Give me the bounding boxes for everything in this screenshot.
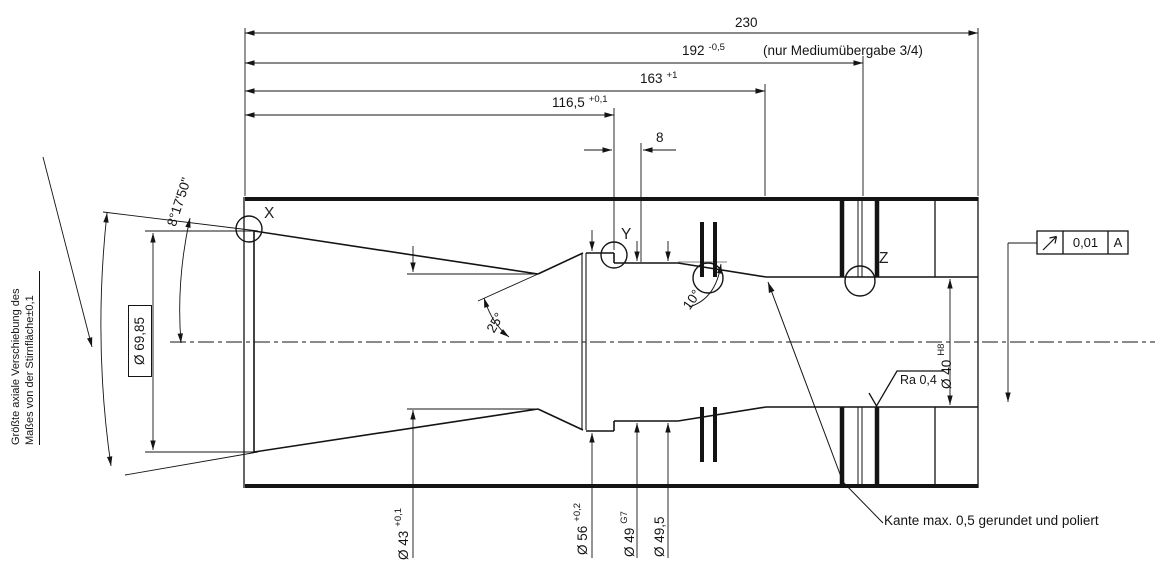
dim-116-5-label: 116,5 +0,1 [552,94,608,110]
dim-230-label: 230 [735,15,758,30]
detail-marker-x: X [264,205,275,222]
fcf-tolerance: 0,01 [1072,235,1099,250]
feature-control-frame [1008,231,1128,402]
seat-angle-label: 10° [680,287,705,313]
detail-marker-z: Z [879,250,889,267]
detail-circle-z [845,266,875,296]
length-dimensions [245,28,978,262]
cone-angle-label: 25° [483,310,507,336]
dim-192-label: 192 -0,5 [682,42,725,58]
diameter-dimensions [145,230,950,558]
surface-finish-label: Ra 0,4 [900,373,937,387]
dia-49-label: Ø 49 G7 [619,511,638,557]
axial-note [9,271,39,445]
axial-note-line1: Größte axiale Verschiebung des [10,288,22,445]
shaft-contour [254,231,978,452]
axial-note-line2: Maßes von der Stirnfläche±0,1 [23,271,39,445]
taper-angle-label: 8°17'50" [164,175,195,229]
edge-note-label: Kante max. 0,5 gerundet und poliert [884,513,1099,528]
dim-192-note: (nur Mediumübergabe 3/4) [763,43,923,58]
axial-note-leader [43,157,92,347]
radial-port-sections [702,201,877,485]
detail-marker-y: Y [621,226,632,243]
dim-163-label: 163 +1 [640,70,678,86]
dia-56-label: Ø 56 +0,2 [572,502,591,555]
dia-43-label: Ø 43 +0,1 [393,507,412,560]
dia-69-85-label: Ø 69,85 [128,305,152,377]
dia-40-label: Ø 40 H8 [936,343,955,389]
detail-circles [236,216,875,296]
dim-8-label: 8 [656,130,664,145]
dia-49-5-label: Ø 49,5 [652,516,668,557]
fcf-datum: A [1113,235,1123,250]
